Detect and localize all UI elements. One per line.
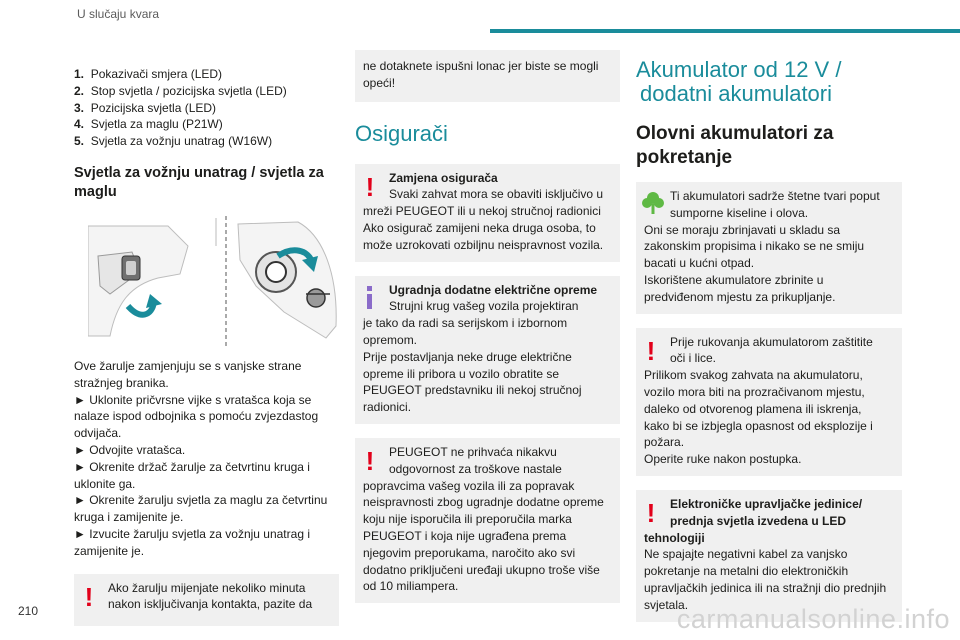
fuse-warning-box: ! Zamjena osigurača Svaki zahvat mora se obaviti isključivo u mreži PEUGEOT ili u nekoj stručnoj radionici Ako osigurač zamijeni neka druga osoba, to može uzrokovati ozbiljnu neispravnost vozila. [355,164,620,262]
battery-safety-box: ! Prije rukovanja akumulatorom zaštitite oči i lice. Prilikom svakog zahvata na akumulatoru, vozilo mora biti na prozračivanom mjestu, daleko od otvorenog plamena ili iskrenja, kako bi se izbjegla opasnost od eksplozije i požara. Operite ruke nakon postupka. [636,328,902,476]
instruction-text: Ove žarulje zamjenjuju se s vanjske strane stražnjeg branika. ► Uklonite pričvrsne vijke s vratašca koja se nalaze ispod odbojnika s pomoću zvjezdastog odvijača. ► Odvojite vratašca. ► Okrenite držač žarulje za četvrtinu kruga i uklonite ga. ► Okrenite žarulju svjetla za maglu za četvrtinu kruga i zamijenite je. ► Izvucite žarulju svjetla za vožnju unatrag i zamijenite je. [74,358,328,558]
fuses-heading: Osigurači [355,120,448,146]
bulb-list [74,66,339,150]
column-3 [636,58,902,622]
lead-acid-heading: Olovni akumulatori za pokretanje [636,123,834,168]
list-item: 2. Stop svjetla / pozicijska svjetla (LED) [74,83,287,98]
section-title: U slučaju kvara [77,7,160,21]
warning-icon: ! [646,497,656,528]
watermark: carmanualsonline.info [676,604,950,634]
warning-icon: ! [365,171,375,202]
header-accent-bar [490,29,960,33]
continued-warning-box: ne dotaknete ispušni lonac jer biste se mogli opeći! [355,50,620,102]
battery-heading: Akumulator od 12 V / dodatni akumulatori [636,57,842,106]
info-icon [365,286,375,312]
list-item: 4. Svjetla za maglu (P21W) [74,117,223,132]
column-2 [355,50,620,603]
column-1 [74,60,339,626]
reverse-fog-heading: Svjetla za vožnju unatrag / svjetla za maglu [74,164,324,200]
recycling-tree-icon [642,190,664,221]
warning-box: ! Ako žarulju mijenjate nekoliko minuta nakon isključivanja kontakta, pazite da [74,574,339,626]
list-item: 5. Svjetla za vožnju unatrag (W16W) [74,134,273,149]
warning-icon: ! [646,335,656,366]
list-item: 1. Pokazivači smjera (LED) [74,67,223,81]
page-number: 210 [18,604,39,618]
list-item: 3. Pozicijska svjetla (LED) [74,100,217,115]
warning-icon: ! [84,581,94,612]
liability-warning-box: ! PEUGEOT ne prihvaća nikakvu odgovornost za troškove nastale popravcima vašeg vozila ili za popravak neispravnosti zbog ugradnje dodatne opreme koju nije isporučila ili preporučila marka PEUGEOT i koja nije ugrađena prema njegovim preporukama, naročito ako svi dodatno priključeni uređaji ukupno troše više od 10 miliampera. [355,438,620,603]
info-box: Ugradnja dodatne električne opreme Strujni krug vašeg vozila projektiran je tako da radi sa serijskom i izbornom opremom. Prije postavljanja neke druge električne opreme ili pribora u vozilo obratite se PEUGEOT predstavniku ili nekoj stručnoj radionici. [355,276,620,424]
recycling-box: Ti akumulatori sadrže štetne tvari poput sumporne kiseline i olova. Oni se moraju zbrinjavati u skladu sa zakonskim propisima i nikako se ne smiju bacati u kućni otpad. Iskorištene akumulatore zbrinite u predviđenom mjestu za prikupljanje. [636,182,902,314]
bumper-illustration [88,216,340,348]
ecu-warning-box: ! Elektroničke upravljačke jedinice/ prednja svjetla izvedena u LED tehnologiji Ne spajajte negativni kabel za vanjsko pokretanje na metalni dio elektroničkih upravljačkih jedinica ili na stražnji dio prednjih svjetala. [636,490,902,622]
warning-icon: ! [365,445,375,476]
